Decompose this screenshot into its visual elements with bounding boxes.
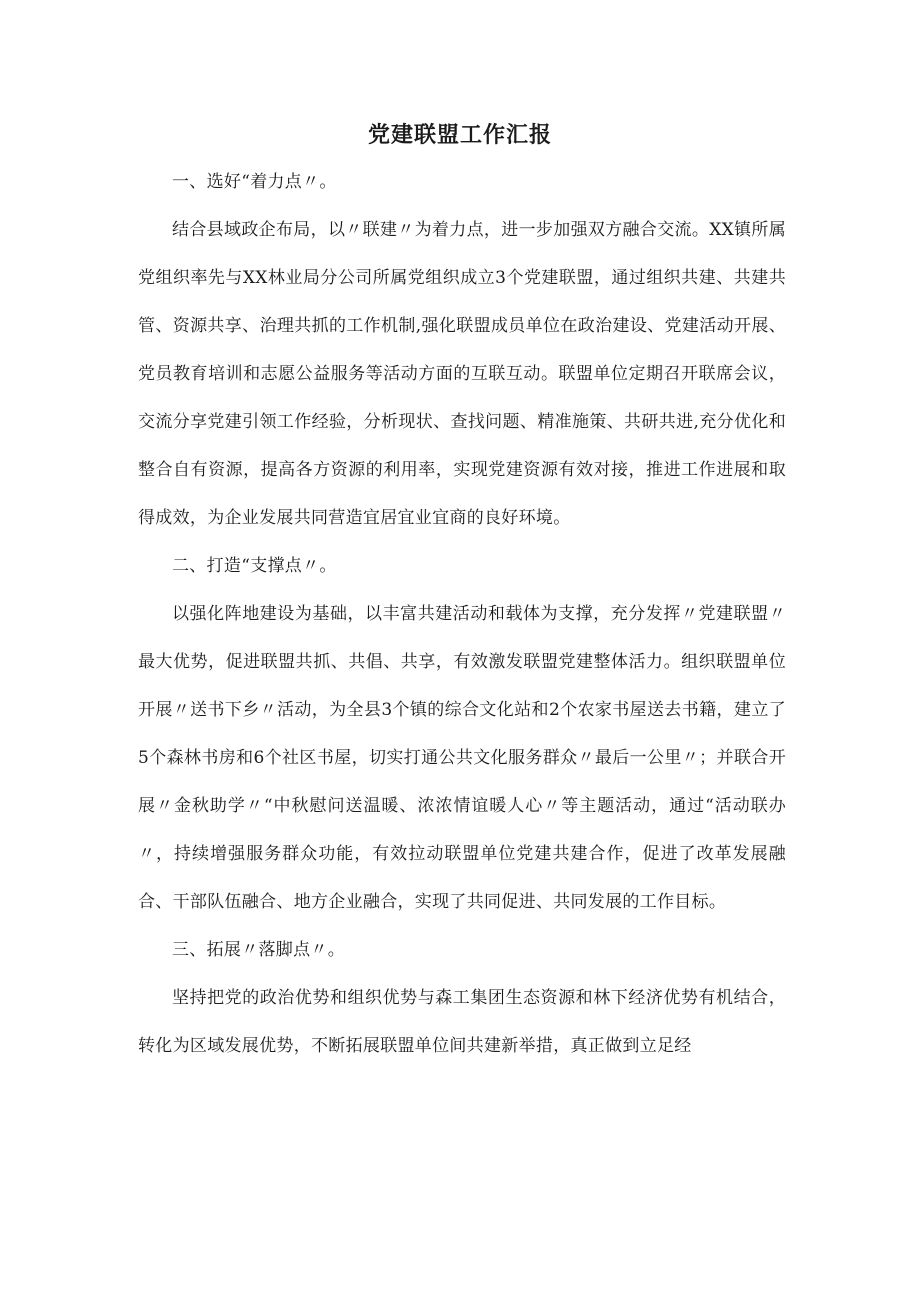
section-paragraph-1: 结合县域政企布局，以〃联建〃为着力点，进一步加强双方融合交流。XX镇所属党组织率先与XX林业局分公司所属党组织成立3个党建联盟，通过组织共建、共建共管、资源共享、治理共抓的工作机制,强化联盟成员单位在政治建设、党建活动开展、党员教育培训和志愿公益服务等活动方面的互联互动。联盟单位定期召开联席会议，交流分享党建引领工作经验，分析现状、查找问题、精准施策、共研共进,充分优化和整合自有资源，提高各方资源的利用率，实现党建资源有效对接，推进工作进展和取得成效，为企业发展共同营造宜居宜业宜商的良好环境。 — [138, 220, 786, 528]
section-heading-2: 二、打造“支撑点〃。 — [172, 556, 337, 576]
section-heading-1: 一、选好“着力点〃。 — [172, 172, 337, 192]
section-heading-3: 三、拓展〃落脚点〃。 — [172, 940, 345, 960]
section-paragraph-3: 坚持把党的政治优势和组织优势与森工集团生态资源和林下经济优势有机结合，转化为区域发展优势，不断拓展联盟单位间共建新举措，真正做到立足经 — [138, 988, 786, 1056]
section-paragraph-2: 以强化阵地建设为基础，以丰富共建活动和载体为支撑，充分发挥〃党建联盟〃最大优势，促进联盟共抓、共倡、共享，有效激发联盟党建整体活力。组织联盟单位开展〃送书下乡〃活动，为全县3个镇的综合文化站和2个农家书屋送去书籍，建立了5个森林书房和6个社区书屋，切实打通公共文化服务群众〃最后一公里〃；并联合开展〃金秋助学〃“中秋慰问送温暖、浓浓情谊暖人心〃等主题活动，通过“活动联办〃，持续增强服务群众功能，有效拉动联盟单位党建共建合作，促进了改革发展融合、干部队伍融合、地方企业融合，实现了共同促进、共同发展的工作目标。 — [138, 604, 786, 912]
document-title: 党建联盟工作汇报 — [367, 123, 552, 148]
document-body — [138, 158, 786, 1070]
